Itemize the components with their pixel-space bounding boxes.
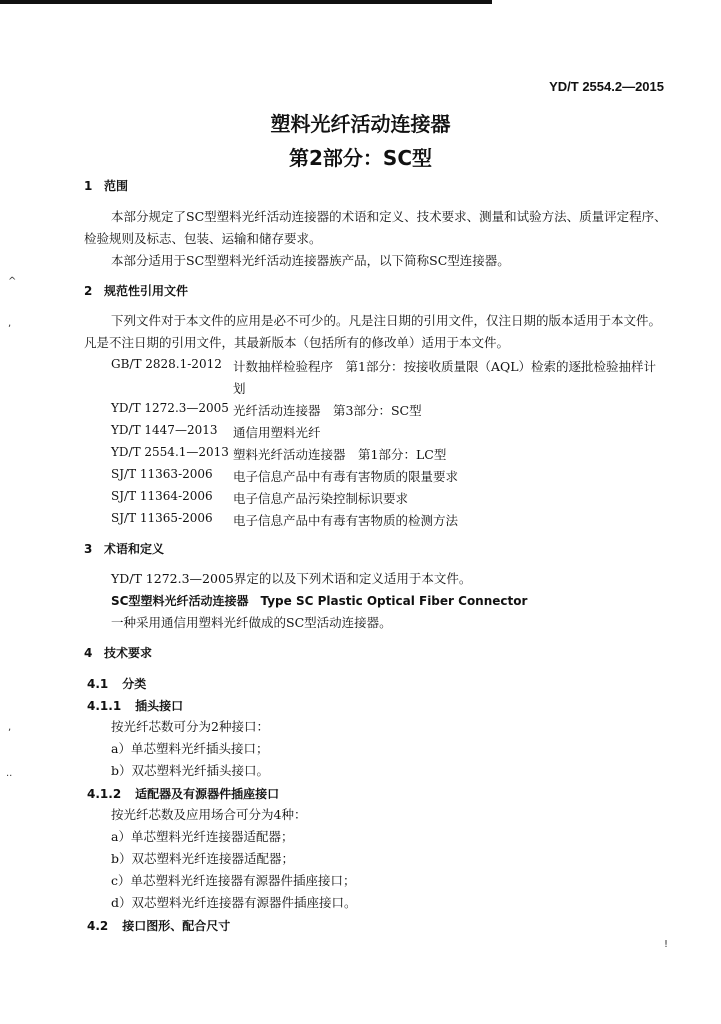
subsection-heading-4-2 — [87, 917, 230, 934]
term-definition: 一种采用通信用塑料光纤做成的SC型活动连接器。 — [111, 615, 392, 630]
ref-code: YD/T 1447—2013 — [111, 423, 218, 437]
paragraph: 按光纤芯数及应用场合可分为4种： — [111, 807, 307, 822]
section-title: 技术要求 — [104, 646, 153, 660]
ref-code: GB/T 2828.1-2012 — [111, 357, 222, 371]
section-number: 3 — [84, 542, 93, 556]
ref-title: 塑料光纤活动连接器 第1部分：LC型 — [233, 447, 447, 462]
subsection-title: 插头接口 — [135, 699, 184, 713]
section-title: 范围 — [104, 179, 129, 193]
subsection-heading-4-1-1 — [87, 697, 183, 714]
ref-code: YD/T 2554.1—2013 — [111, 445, 229, 459]
scan-mark: ! — [664, 939, 669, 950]
ref-code: SJ/T 11363-2006 — [111, 467, 213, 481]
subsection-title: 接口图形、配合尺寸 — [122, 919, 231, 933]
ref-title: 电子信息产品中有毒有害物质的限量要求 — [233, 469, 459, 484]
list-item: b）双芯塑料光纤插头接口。 — [111, 763, 270, 778]
scan-mark: , — [8, 318, 12, 329]
ref-code: YD/T 1272.3—2005 — [111, 401, 229, 415]
subsection-number: 4.2 — [87, 919, 109, 933]
section-title: 规范性引用文件 — [104, 284, 189, 298]
list-item: d）双芯塑料光纤连接器有源器件插座接口。 — [111, 895, 357, 910]
term-heading: SC型塑料光纤活动连接器 Type SC Plastic Optical Fiber Connector — [111, 594, 528, 608]
ref-title-continued: 划 — [233, 381, 246, 396]
paragraph: YD/T 1272.3—2005界定的以及下列术语和定义适用于本文件。 — [111, 571, 472, 586]
section-heading-1 — [84, 178, 128, 194]
scan-mark: .. — [6, 768, 13, 779]
section-number: 1 — [84, 179, 93, 193]
section-title: 术语和定义 — [104, 542, 165, 556]
ref-title: 电子信息产品污染控制标识要求 — [233, 491, 409, 506]
scan-top-bar — [0, 0, 492, 4]
ref-code: SJ/T 11364-2006 — [111, 489, 213, 503]
subsection-number: 4.1.1 — [87, 699, 122, 713]
list-item: c）单芯塑料光纤连接器有源器件插座接口； — [111, 873, 356, 888]
scan-mark: , — [8, 722, 12, 733]
subsection-title: 分类 — [122, 677, 147, 691]
ref-title: 电子信息产品中有毒有害物质的检测方法 — [233, 513, 459, 528]
section-heading-4 — [84, 645, 152, 661]
paragraph: 本部分适用于SC型塑料光纤活动连接器族产品，以下简称SC型连接器。 — [111, 253, 510, 268]
ref-code: SJ/T 11365-2006 — [111, 511, 213, 525]
section-number: 2 — [84, 284, 93, 298]
section-heading-3 — [84, 541, 164, 557]
paragraph: 检验规则及标志、包装、运输和储存要求。 — [84, 231, 322, 246]
subsection-heading-4-1 — [87, 675, 146, 692]
subsection-heading-4-1-2 — [87, 785, 279, 802]
list-item: a）单芯塑料光纤连接器适配器； — [111, 829, 294, 844]
doc-subtitle: 第2部分：SC型 — [289, 146, 432, 170]
paragraph: 本部分规定了SC型塑料光纤活动连接器的术语和定义、技术要求、测量和试验方法、质量评定程序、 — [111, 209, 667, 224]
subsection-title: 适配器及有源器件插座接口 — [135, 787, 280, 801]
ref-title: 光纤活动连接器 第3部分：SC型 — [233, 403, 422, 418]
section-heading-2 — [84, 283, 188, 299]
subsection-number: 4.1.2 — [87, 787, 122, 801]
paragraph: 按光纤芯数可分为2种接口： — [111, 719, 269, 734]
standard-code: YD/T 2554.2—2015 — [549, 79, 664, 94]
paragraph: 凡是不注日期的引用文件，其最新版本（包括所有的修改单）适用于本文件。 — [84, 335, 510, 350]
list-item: a）单芯塑料光纤插头接口； — [111, 741, 269, 756]
paragraph: 下列文件对于本文件的应用是必不可少的。凡是注日期的引用文件，仅注日期的版本适用于本文件。 — [111, 313, 662, 328]
scan-mark: ^ — [8, 276, 17, 287]
ref-title: 计数抽样检验程序 第1部分：按接收质量限（AQL）检索的逐批检验抽样计 — [233, 359, 657, 374]
ref-title: 通信用塑料光纤 — [233, 425, 321, 440]
section-number: 4 — [84, 646, 93, 660]
subsection-number: 4.1 — [87, 677, 109, 691]
doc-title: 塑料光纤活动连接器 — [270, 112, 451, 136]
list-item: b）双芯塑料光纤连接器适配器； — [111, 851, 295, 866]
